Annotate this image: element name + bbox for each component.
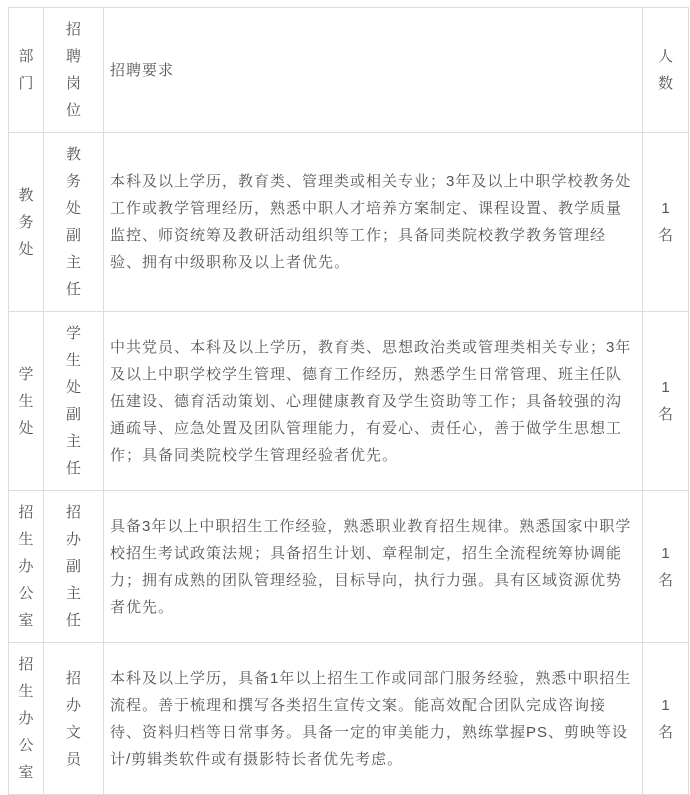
position-cell — [44, 643, 104, 795]
header-row — [9, 8, 689, 133]
position-cell — [44, 312, 104, 491]
position-label: 招办副主任 — [65, 504, 81, 629]
headcount-label: 1名 — [657, 379, 673, 423]
position-cell — [44, 491, 104, 643]
position-label: 学生处副主任 — [65, 325, 81, 477]
position-cell — [44, 133, 104, 312]
department-label: 招生办公室 — [18, 504, 34, 629]
headcount-label: 1名 — [657, 544, 673, 589]
table-row — [9, 643, 689, 795]
headcount-cell — [643, 133, 689, 312]
headcount-cell — [643, 491, 689, 643]
header-requirements: 招聘要求 — [104, 8, 643, 133]
position-label: 教务处副主任 — [65, 146, 81, 298]
header-headcount — [643, 8, 689, 133]
headcount-cell — [643, 312, 689, 491]
position-label: 招办文员 — [65, 669, 81, 768]
requirements-cell: 本科及以上学历，具备1年以上招生工作或同部门服务经验，熟悉中职招生流程。善于梳理和撰写各类招生宣传文案。能高效配合团队完成咨询接待、资料归档等日常事务。具备一定的审美能力，熟练掌握PS、剪映等设计/剪辑类软件或有摄影特长者优先考虑。 — [104, 643, 643, 795]
header-department-label: 部门 — [18, 48, 34, 92]
department-cell — [9, 643, 44, 795]
headcount-cell — [643, 643, 689, 795]
header-headcount-label: 人数 — [657, 48, 673, 92]
header-position-label: 招聘岗位 — [65, 21, 81, 119]
requirements-cell: 本科及以上学历，教育类、管理类或相关专业；3年及以上中职学校教务处工作或教学管理经历，熟悉中职人才培养方案制定、课程设置、教学质量监控、师资统筹及教研活动组织等工作；具备同类院校教学教务管理经验、拥有中级职称及以上者优先。 — [104, 133, 643, 312]
headcount-label: 1名 — [657, 200, 673, 244]
table-row — [9, 491, 689, 643]
headcount-label: 1名 — [657, 696, 673, 741]
requirements-cell: 具备3年以上中职招生工作经验，熟悉职业教育招生规律。熟悉国家中职学校招生考试政策法规；具备招生计划、章程制定，招生全流程统筹协调能力；拥有成熟的团队管理经验，目标导向，执行力强。具有区域资源优势者优先。 — [104, 491, 643, 643]
table-row — [9, 133, 689, 312]
requirements-cell: 中共党员、本科及以上学历，教育类、思想政治类或管理类相关专业；3年及以上中职学校学生管理、德育工作经历，熟悉学生日常管理、班主任队伍建设、德育活动策划、心理健康教育及学生资助等工作；具备较强的沟通疏导、应急处置及团队管理能力，有爱心、责任心，善于做学生思想工作；具备同类院校学生管理经验者优先。 — [104, 312, 643, 491]
department-label: 教务处 — [18, 186, 34, 258]
header-position — [44, 8, 104, 133]
department-cell — [9, 312, 44, 491]
table-row — [9, 312, 689, 491]
department-cell — [9, 133, 44, 312]
header-department — [9, 8, 44, 133]
department-label: 学生处 — [18, 365, 34, 437]
recruitment-table — [8, 7, 689, 795]
department-cell — [9, 491, 44, 643]
department-label: 招生办公室 — [18, 656, 34, 781]
